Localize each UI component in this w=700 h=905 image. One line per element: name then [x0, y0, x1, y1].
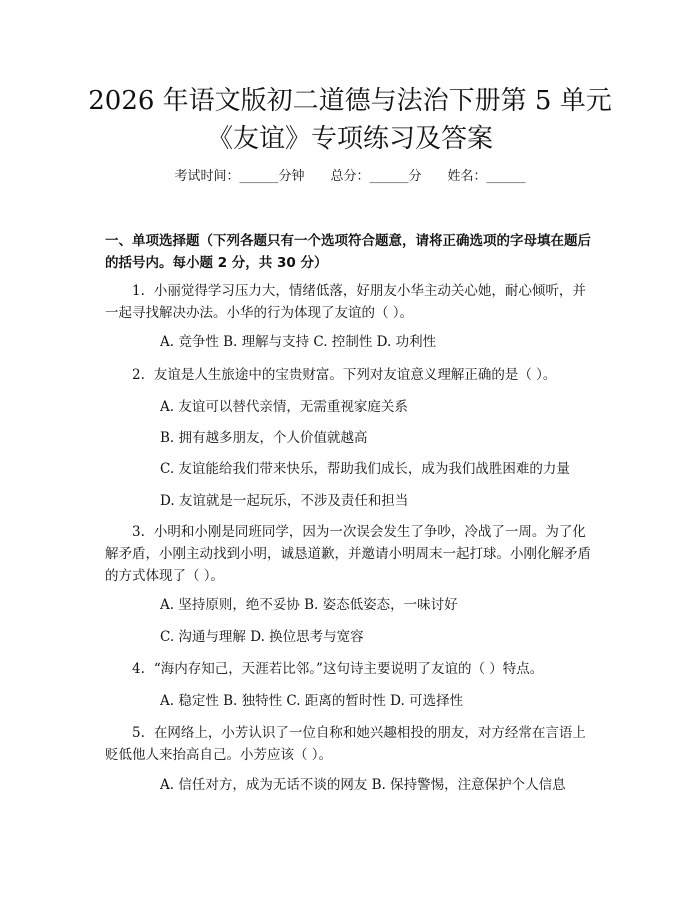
- document-title-line-2: 《友谊》专项练习及答案: [206, 124, 493, 154]
- question-3-options-ab: A. 坚持原则，绝不妥协 B. 姿态低姿态，一味讨好: [160, 597, 458, 613]
- name-field: 姓名：______: [447, 169, 526, 184]
- question-number: 3.: [132, 524, 145, 540]
- question-stem: 友谊是人生旅途中的宝贵财富。下列对友谊意义理解正确的是（ ）。: [153, 367, 557, 383]
- question-2-option-b: B. 拥有越多朋友，个人价值就越高: [160, 430, 368, 446]
- question-number: 5.: [132, 725, 145, 741]
- exam-time-field: 考试时间：______分钟: [174, 169, 305, 184]
- question-3: [105, 521, 597, 587]
- question-2: [105, 364, 597, 386]
- question-number: 4.: [132, 661, 145, 677]
- section-heading: 一、单项选择题（下列各题只有一个选项符合题意，请将正确选项的字母填在题后的括号内。每小题 2 分，共 30 分）: [105, 233, 591, 271]
- question-5: [105, 722, 597, 766]
- question-stem: “海内存知己，天涯若比邻。”这句诗主要说明了友谊的（ ）特点。: [153, 661, 544, 677]
- question-stem: 小明和小刚是同班同学，因为一次误会发生了争吵，冷战了一周。为了化解矛盾，小刚主动找到小明，诚恳道歉，并邀请小明周末一起打球。小刚化解矛盾的方式体现了（ ）。: [105, 524, 591, 584]
- document-title-line-1: 2026 年语文版初二道德与法治下册第 5 单元: [88, 86, 612, 116]
- question-2-option-c: C. 友谊能给我们带来快乐，帮助我们成长，成为我们战胜困难的力量: [160, 461, 570, 477]
- total-score-field: 总分：______分: [330, 169, 422, 184]
- question-stem: 小丽觉得学习压力大，情绪低落，好朋友小华主动关心她，耐心倾听，并一起寻找解决办法。小华的行为体现了友谊的（ ）。: [105, 283, 586, 321]
- question-4-options: A. 稳定性 B. 独特性 C. 距离的暂时性 D. 可选择性: [160, 693, 464, 709]
- question-3-options-cd: C. 沟通与理解 D. 换位思考与宽容: [160, 629, 364, 645]
- question-5-options-ab: A. 信任对方，成为无话不谈的网友 B. 保持警惕，注意保护个人信息: [160, 777, 566, 793]
- question-2-option-d: D. 友谊就是一起玩乐，不涉及责任和担当: [160, 493, 409, 509]
- question-2-option-a: A. 友谊可以替代亲情，无需重视家庭关系: [160, 399, 408, 415]
- exam-info: [0, 167, 700, 187]
- question-number: 1.: [132, 283, 145, 299]
- question-1: [105, 280, 597, 324]
- question-4: [105, 658, 597, 680]
- question-1-options: A. 竞争性 B. 理解与支持 C. 控制性 D. 功利性: [160, 334, 437, 350]
- question-stem: 在网络上，小芳认识了一位自称和她兴趣相投的朋友，对方经常在言语上贬低他人来抬高自己。小芳应该（ ）。: [105, 725, 586, 763]
- question-number: 2.: [132, 367, 145, 383]
